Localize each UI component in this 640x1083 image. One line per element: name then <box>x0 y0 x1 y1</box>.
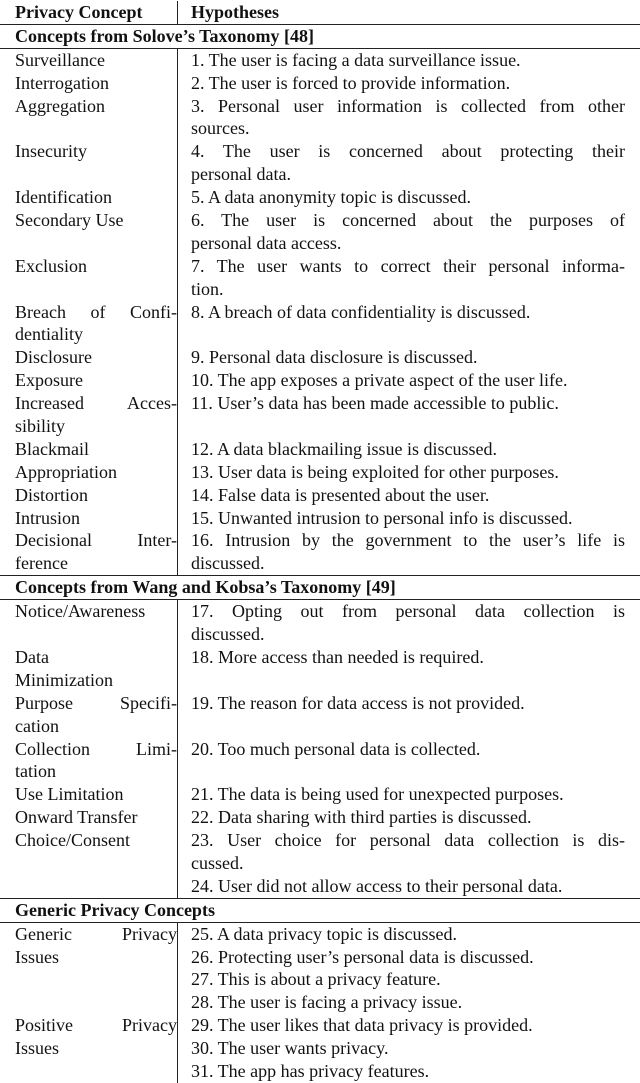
concept-line: Identification <box>15 187 112 208</box>
hypothesis-line: 27. This is about a privacy feature. <box>191 969 441 990</box>
hypotheses-cell <box>177 438 640 461</box>
concept-cell <box>0 783 177 806</box>
hypothesis-line: 25. A data privacy topic is discussed. <box>191 923 457 944</box>
hypotheses-cell <box>177 692 640 738</box>
hypotheses-cell <box>177 255 640 301</box>
concept-cell <box>0 646 177 692</box>
table-row <box>0 255 640 301</box>
concept-line: Onward Transfer <box>15 807 138 828</box>
hypothesis-line: 18. More access than needed is required. <box>191 646 484 667</box>
concept-cell <box>0 1014 177 1083</box>
concept-line: Purpose Specifi- <box>15 692 177 713</box>
hypothesis-line: 2. The user is forced to provide information. <box>191 72 511 93</box>
concept-cell <box>0 529 177 575</box>
table-row <box>0 806 640 829</box>
hypotheses-cell <box>177 600 640 646</box>
hypothesis-line: 8. A breach of data confidentiality is discussed. <box>191 301 531 322</box>
concept-cell <box>0 95 177 141</box>
hypothesis-line: 29. The user likes that data privacy is provided. <box>191 1015 533 1036</box>
hypotheses-cell <box>177 369 640 392</box>
hypotheses-cell <box>177 829 640 898</box>
concept-cell <box>0 49 177 72</box>
hypotheses-cell <box>177 346 640 369</box>
hypothesis-line: 31. The app has privacy features. <box>191 1060 430 1081</box>
concept-line: sibility <box>15 416 66 437</box>
table-row <box>0 461 640 484</box>
hypotheses-cell <box>177 72 640 95</box>
concept-line: ference <box>15 553 68 574</box>
table-row <box>0 738 640 784</box>
concept-cell <box>0 738 177 784</box>
hypothesis-line: 12. A data blackmailing issue is discussed. <box>191 438 497 459</box>
hypotheses-cell <box>177 209 640 255</box>
table-row <box>0 72 640 95</box>
hypothesis-line: 19. The reason for data access is not provided. <box>191 692 525 713</box>
concept-line: Issues <box>15 946 59 967</box>
table-row <box>0 301 640 347</box>
hypothesis-line: 3. Personal user information is collected from other <box>191 95 625 116</box>
hypothesis-line: personal data. <box>191 164 291 185</box>
concept-line: Blackmail <box>15 438 89 459</box>
concept-cell <box>0 692 177 738</box>
hypothesis-line: 4. The user is concerned about protecting their <box>191 141 625 162</box>
section-header: Concepts from Solove’s Taxonomy [48] <box>0 24 640 49</box>
hypotheses-cell <box>177 1014 640 1083</box>
concept-line: Insecurity <box>15 141 87 162</box>
hypothesis-line: 23. User choice for personal data collection is dis- <box>191 830 625 851</box>
concept-line: Surveillance <box>15 49 105 70</box>
table-row <box>0 600 640 646</box>
concept-cell <box>0 923 177 1015</box>
table-row <box>0 783 640 806</box>
concept-cell <box>0 209 177 255</box>
concept-line: Aggregation <box>15 95 105 116</box>
concept-line: Exclusion <box>15 255 87 276</box>
hypothesis-line: 5. A data anonymity topic is discussed. <box>191 187 471 208</box>
concept-line: Breach of Confi- <box>15 301 177 322</box>
concept-line: Increased Acces- <box>15 393 177 414</box>
hypotheses-cell <box>177 484 640 507</box>
hypothesis-line: 28. The user is facing a privacy issue. <box>191 992 463 1013</box>
hypothesis-line: 7. The user wants to correct their personal informa- <box>191 255 625 276</box>
concept-cell <box>0 829 177 898</box>
hypothesis-line: personal data access. <box>191 232 342 253</box>
hypothesis-line: 11. User’s data has been made accessible to public. <box>191 393 559 414</box>
hypotheses-cell <box>177 95 640 141</box>
concept-line: Choice/Consent <box>15 830 130 851</box>
hypothesis-line: 22. Data sharing with third parties is discussed. <box>191 807 532 828</box>
hypotheses-cell <box>177 49 640 72</box>
hypotheses-cell <box>177 738 640 784</box>
table-row <box>0 140 640 186</box>
concept-cell <box>0 392 177 438</box>
table-row <box>0 484 640 507</box>
hypotheses-cell <box>177 646 640 692</box>
table-row <box>0 95 640 141</box>
concept-cell <box>0 255 177 301</box>
hypothesis-line: 1. The user is facing a data surveillance issue. <box>191 49 521 70</box>
table-row <box>0 1014 640 1083</box>
concept-line: Minimization <box>15 669 113 690</box>
concept-line: tation <box>15 761 56 782</box>
concept-cell <box>0 484 177 507</box>
concept-line: Notice/Awareness <box>15 601 146 622</box>
concept-line: dentiality <box>15 324 83 345</box>
hypotheses-cell <box>177 806 640 829</box>
hypotheses-cell <box>177 529 640 575</box>
table-row <box>0 829 640 898</box>
table-row <box>0 507 640 530</box>
hypotheses-cell <box>177 923 640 1015</box>
table-row <box>0 438 640 461</box>
table-row <box>0 209 640 255</box>
hypothesis-line: 26. Protecting user’s personal data is discussed. <box>191 946 534 967</box>
concept-cell <box>0 600 177 646</box>
hypothesis-line: 6. The user is concerned about the purposes of <box>191 210 625 231</box>
concept-line: Use Limitation <box>15 784 124 805</box>
hypothesis-line: 24. User did not allow access to their personal data. <box>191 875 563 896</box>
concept-line: Generic Privacy <box>15 923 177 944</box>
concept-cell <box>0 369 177 392</box>
hypotheses-cell <box>177 301 640 347</box>
hypothesis-line: cussed. <box>191 852 244 873</box>
concept-line: Appropriation <box>15 461 117 482</box>
concept-line: cation <box>15 715 59 736</box>
concept-cell <box>0 140 177 186</box>
concept-line: Decisional Inter- <box>15 530 177 551</box>
concept-line: Exposure <box>15 370 83 391</box>
hypotheses-cell <box>177 507 640 530</box>
column-header-privacy-concept: Privacy Concept <box>15 2 143 22</box>
section-header: Concepts from Wang and Kobsa’s Taxonomy [49] <box>0 575 640 600</box>
concept-line: Secondary Use <box>15 210 124 231</box>
concept-line: Issues <box>15 1038 59 1059</box>
table-row <box>0 392 640 438</box>
hypothesis-line: discussed. <box>191 553 265 574</box>
hypothesis-line: 15. Unwanted intrusion to personal info is discussed. <box>191 507 573 528</box>
hypotheses-cell <box>177 783 640 806</box>
concept-cell <box>0 72 177 95</box>
concept-line: Positive Privacy <box>15 1015 177 1036</box>
hypothesis-line: 9. Personal data disclosure is discussed. <box>191 347 478 368</box>
hypothesis-line: 10. The app exposes a private aspect of the user life. <box>191 370 568 391</box>
table-row <box>0 923 640 1015</box>
hypothesis-line: tion. <box>191 278 224 299</box>
concept-line: Distortion <box>15 484 89 505</box>
table-row <box>0 646 640 692</box>
concept-line: Disclosure <box>15 347 92 368</box>
table-row <box>0 692 640 738</box>
concept-line: Interrogation <box>15 72 109 93</box>
table-header-row <box>0 1 640 24</box>
hypothesis-line: 13. User data is being exploited for other purposes. <box>191 461 559 482</box>
hypotheses-cell <box>177 392 640 438</box>
concept-cell <box>0 186 177 209</box>
hypothesis-line: 20. Too much personal data is collected. <box>191 738 481 759</box>
table-row <box>0 49 640 72</box>
concept-cell <box>0 806 177 829</box>
concept-cell <box>0 438 177 461</box>
hypothesis-line: 30. The user wants privacy. <box>191 1038 389 1059</box>
hypothesis-line: 17. Opting out from personal data collection is <box>191 601 625 622</box>
hypothesis-line: 21. The data is being used for unexpected purposes. <box>191 784 564 805</box>
concept-cell <box>0 461 177 484</box>
section-header: Generic Privacy Concepts <box>0 898 640 923</box>
concept-cell <box>0 346 177 369</box>
hypothesis-line: 14. False data is presented about the user. <box>191 484 490 505</box>
table-row <box>0 529 640 575</box>
concept-line: Collection Limi- <box>15 738 177 759</box>
concept-cell <box>0 507 177 530</box>
hypotheses-cell <box>177 461 640 484</box>
hypothesis-line: discussed. <box>191 624 265 645</box>
concept-cell <box>0 301 177 347</box>
concept-line: Intrusion <box>15 507 80 528</box>
column-header-hypotheses: Hypotheses <box>177 1 640 24</box>
table-row <box>0 346 640 369</box>
table-row <box>0 186 640 209</box>
hypotheses-cell <box>177 140 640 186</box>
hypothesis-line: sources. <box>191 118 250 139</box>
concept-line: Data <box>15 646 49 667</box>
table-row <box>0 369 640 392</box>
hypothesis-line: 16. Intrusion by the government to the user’s life is <box>191 530 625 551</box>
hypotheses-cell <box>177 186 640 209</box>
